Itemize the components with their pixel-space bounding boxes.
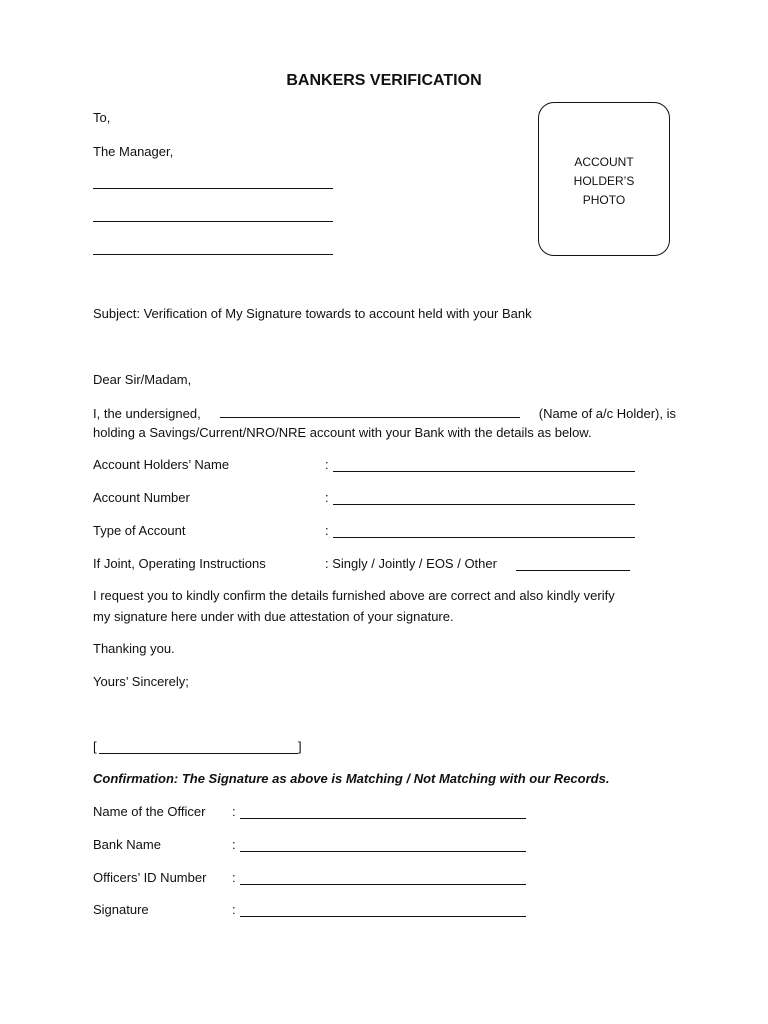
officer-id-label: Officers’ ID Number <box>93 870 207 885</box>
bank-name-field[interactable] <box>240 851 526 852</box>
intro-line-1 <box>93 404 676 421</box>
type-of-account-sep: : <box>325 523 329 538</box>
photo-box-line-1: ACCOUNT <box>574 155 634 169</box>
photo-box-line-2: HOLDER’S <box>573 174 635 188</box>
manager-label: The Manager, <box>93 144 174 159</box>
officer-signature-field[interactable] <box>240 916 526 917</box>
account-holders-name-field[interactable] <box>333 471 635 472</box>
account-holders-name-label: Account Holders’ Name <box>93 457 230 472</box>
intro-suffix: (Name of a/c Holder), is <box>538 406 676 421</box>
address-line-3[interactable] <box>93 254 333 255</box>
signature-bracket-open: [ <box>93 739 97 754</box>
signature-bracket-close: ] <box>298 739 302 754</box>
signature-field[interactable] <box>99 753 298 754</box>
salutation: Dear Sir/Madam, <box>93 372 192 387</box>
officer-name-label: Name of the Officer <box>93 804 206 819</box>
to-label: To, <box>93 110 111 125</box>
account-holder-name-blank[interactable] <box>220 404 520 418</box>
officer-signature-label: Signature <box>93 902 149 917</box>
account-holders-name-sep: : <box>325 457 329 472</box>
joint-other-field[interactable] <box>516 570 630 571</box>
joint-instructions-label: If Joint, Operating Instructions <box>93 556 266 571</box>
address-line-2[interactable] <box>93 221 333 222</box>
bank-name-sep: : <box>232 837 236 852</box>
account-number-field[interactable] <box>333 504 635 505</box>
photo-box-line-3: PHOTO <box>582 193 626 207</box>
request-line-2: my signature here under with due attestation of your signature. <box>93 609 454 624</box>
confirmation-line: Confirmation: The Signature as above is Matching / Not Matching with our Records. <box>93 771 610 786</box>
address-line-1[interactable] <box>93 188 333 189</box>
bank-name-label: Bank Name <box>93 837 161 852</box>
account-number-label: Account Number <box>93 490 190 505</box>
account-holder-photo-box[interactable] <box>538 102 670 256</box>
officer-id-field[interactable] <box>240 884 526 885</box>
type-of-account-field[interactable] <box>333 537 635 538</box>
officer-id-sep: : <box>232 870 236 885</box>
request-line-1: I request you to kindly confirm the details furnished above are correct and also kindly verify <box>93 588 615 603</box>
officer-name-field[interactable] <box>240 818 526 819</box>
officer-name-sep: : <box>232 804 236 819</box>
intro-line-2: holding a Savings/Current/NRO/NRE account with your Bank with the details as below. <box>93 425 592 440</box>
officer-signature-sep: : <box>232 902 236 917</box>
joint-instructions-options: : Singly / Jointly / EOS / Other <box>325 556 497 571</box>
page-title: BANKERS VERIFICATION <box>286 72 482 89</box>
subject-line: Subject: Verification of My Signature towards to account held with your Bank <box>93 306 532 321</box>
closing-line: Yours’ Sincerely; <box>93 674 189 689</box>
account-number-sep: : <box>325 490 329 505</box>
type-of-account-label: Type of Account <box>93 523 186 538</box>
thanks-line: Thanking you. <box>93 641 175 656</box>
intro-prefix: I, the undersigned, <box>93 406 201 421</box>
